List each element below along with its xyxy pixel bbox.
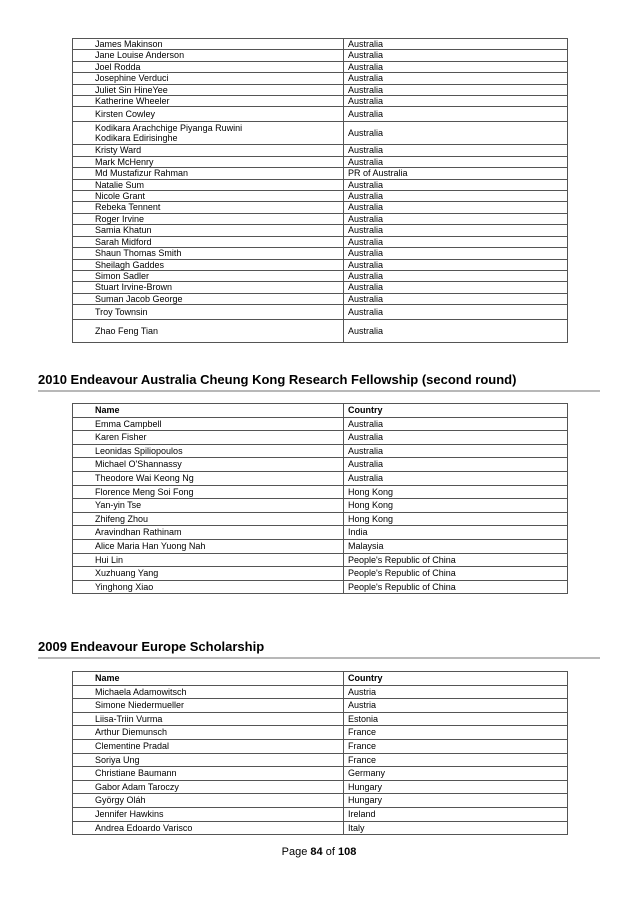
country-cell: People's Republic of China — [344, 567, 568, 581]
table-row — [73, 179, 568, 190]
name-cell: Kristy Ward — [73, 145, 344, 156]
name-cell: Jennifer Hawkins — [73, 807, 344, 821]
table-body — [73, 404, 568, 594]
name-cell: Xuzhuang Yang — [73, 567, 344, 581]
name-line-2: Kodikara Edirisinghe — [95, 133, 178, 144]
recipients-table-continued — [72, 38, 568, 343]
name-cell: Gabor Adam Taroczy — [73, 780, 344, 794]
country-cell: Australia — [344, 39, 568, 50]
name-cell: Yan-yin Tse — [73, 499, 344, 513]
name-cell: Yinghong Xiao — [73, 580, 344, 594]
table-row — [73, 122, 568, 145]
name-cell: Florence Meng Soi Fong — [73, 485, 344, 499]
name-column-header: Name — [73, 672, 344, 686]
page-total: 108 — [337, 846, 357, 858]
cheung-kong-table — [72, 403, 568, 594]
country-cell: Ireland — [344, 807, 568, 821]
page-number: 84 — [310, 846, 323, 858]
table-row — [73, 712, 568, 726]
name-cell: Juliet Sin HineYee — [73, 84, 344, 95]
table-row — [73, 84, 568, 95]
name-cell: Md Mustafizur Rahman — [73, 168, 344, 179]
country-cell: Australia — [344, 107, 568, 122]
country-cell: France — [344, 726, 568, 740]
name-cell: Aravindhan Rathinam — [73, 526, 344, 540]
name-cell: Rebeka Tennent — [73, 202, 344, 213]
name-cell — [73, 122, 344, 145]
table-row — [73, 580, 568, 594]
name-cell: Theodore Wai Keong Ng — [73, 471, 344, 485]
table-row — [73, 821, 568, 835]
table-row — [73, 96, 568, 107]
country-cell: People's Republic of China — [344, 580, 568, 594]
name-cell: Liisa-Triin Vurma — [73, 712, 344, 726]
table-row — [73, 539, 568, 553]
name-cell: Michael O'Shannassy — [73, 458, 344, 472]
name-cell: Emma Campbell — [73, 417, 344, 431]
table-row — [73, 485, 568, 499]
table-row — [73, 512, 568, 526]
table-body — [73, 672, 568, 835]
country-cell: Australia — [344, 213, 568, 224]
country-cell: Australia — [344, 320, 568, 343]
table-row — [73, 293, 568, 304]
table-row — [73, 39, 568, 50]
country-cell: Australia — [344, 458, 568, 472]
country-cell: Italy — [344, 821, 568, 835]
name-cell: Natalie Sum — [73, 179, 344, 190]
table-row — [73, 305, 568, 320]
name-cell: Katherine Wheeler — [73, 96, 344, 107]
table-row — [73, 458, 568, 472]
name-column-header: Name — [73, 404, 344, 418]
table-row — [73, 417, 568, 431]
country-cell: Hong Kong — [344, 499, 568, 513]
table-row — [73, 270, 568, 281]
page-label: Page — [281, 846, 308, 858]
table-row — [73, 431, 568, 445]
name-cell: Samia Khatun — [73, 225, 344, 236]
table-row — [73, 753, 568, 767]
name-cell: Troy Townsin — [73, 305, 344, 320]
country-cell: Germany — [344, 767, 568, 781]
table-row — [73, 567, 568, 581]
country-cell: Australia — [344, 282, 568, 293]
table-row — [73, 780, 568, 794]
name-cell: Hui Lin — [73, 553, 344, 567]
country-cell: Australia — [344, 225, 568, 236]
country-cell: France — [344, 753, 568, 767]
name-cell: Kirsten Cowley — [73, 107, 344, 122]
table-row — [73, 236, 568, 247]
country-cell: Malaysia — [344, 539, 568, 553]
name-cell: Karen Fisher — [73, 431, 344, 445]
name-cell: Shaun Thomas Smith — [73, 248, 344, 259]
country-cell: Hungary — [344, 780, 568, 794]
table-row — [73, 726, 568, 740]
country-cell: Australia — [344, 50, 568, 61]
name-line-1: Kodikara Arachchige Piyanga Ruwini — [95, 122, 243, 133]
table-row — [73, 202, 568, 213]
table-row — [73, 156, 568, 167]
name-cell: James Makinson — [73, 39, 344, 50]
table-row — [73, 767, 568, 781]
country-column-header: Country — [344, 672, 568, 686]
name-cell: Zhao Feng Tian — [73, 320, 344, 343]
country-cell: Australia — [344, 191, 568, 202]
country-cell: Australia — [344, 444, 568, 458]
name-cell: Sarah Midford — [73, 236, 344, 247]
table-row — [73, 50, 568, 61]
table-row — [73, 739, 568, 753]
europe-table — [72, 671, 568, 835]
country-cell: People's Republic of China — [344, 553, 568, 567]
country-cell: Australia — [344, 84, 568, 95]
name-cell: Zhifeng Zhou — [73, 512, 344, 526]
country-cell: Austria — [344, 685, 568, 699]
table-row — [73, 553, 568, 567]
table-row — [73, 499, 568, 513]
country-cell: PR of Australia — [344, 168, 568, 179]
table-row — [73, 73, 568, 84]
name-cell: Michaela Adamowitsch — [73, 685, 344, 699]
name-cell: Nicole Grant — [73, 191, 344, 202]
country-cell: Australia — [344, 305, 568, 320]
table-row — [73, 145, 568, 156]
country-cell: Hong Kong — [344, 485, 568, 499]
table-row — [73, 191, 568, 202]
country-column-header: Country — [344, 404, 568, 418]
country-cell: Australia — [344, 259, 568, 270]
country-cell: Australia — [344, 293, 568, 304]
table-row — [73, 213, 568, 224]
name-cell: Andrea Edoardo Varisco — [73, 821, 344, 835]
page-footer — [0, 846, 638, 858]
name-cell: Alice Maria Han Yuong Nah — [73, 539, 344, 553]
name-cell: Stuart Irvine-Brown — [73, 282, 344, 293]
name-cell: Suman Jacob George — [73, 293, 344, 304]
table-row — [73, 526, 568, 540]
table-row — [73, 259, 568, 270]
name-cell: Christiane Baumann — [73, 767, 344, 781]
name-cell: Leonidas Spiliopoulos — [73, 444, 344, 458]
country-cell: Australia — [344, 417, 568, 431]
table-row — [73, 168, 568, 179]
country-cell: Australia — [344, 471, 568, 485]
country-cell: India — [344, 526, 568, 540]
name-cell: Mark McHenry — [73, 156, 344, 167]
country-cell: Australia — [344, 431, 568, 445]
country-cell: Austria — [344, 699, 568, 713]
country-cell: Hong Kong — [344, 512, 568, 526]
country-cell: Estonia — [344, 712, 568, 726]
name-cell: Simone Niedermueller — [73, 699, 344, 713]
country-cell: Australia — [344, 236, 568, 247]
name-cell: Jane Louise Anderson — [73, 50, 344, 61]
country-cell: Australia — [344, 145, 568, 156]
country-cell: Australia — [344, 61, 568, 72]
country-cell: Australia — [344, 270, 568, 281]
name-cell: Soriya Ung — [73, 753, 344, 767]
country-cell: Australia — [344, 179, 568, 190]
table-row — [73, 61, 568, 72]
name-cell: Arthur Diemunsch — [73, 726, 344, 740]
country-cell: Australia — [344, 96, 568, 107]
name-cell: Josephine Verduci — [73, 73, 344, 84]
table-row — [73, 282, 568, 293]
table-header-row — [73, 404, 568, 418]
table-row — [73, 107, 568, 122]
section-heading-cheung-kong: 2010 Endeavour Australia Cheung Kong Research Fellowship (second round) — [38, 372, 600, 392]
country-cell: Hungary — [344, 794, 568, 808]
country-cell: Australia — [344, 248, 568, 259]
table-row — [73, 699, 568, 713]
of-label: of — [325, 846, 335, 858]
country-cell: Australia — [344, 122, 568, 145]
name-cell: Simon Sadler — [73, 270, 344, 281]
country-cell: Australia — [344, 202, 568, 213]
table-row — [73, 225, 568, 236]
country-cell: France — [344, 739, 568, 753]
name-cell: Clementine Pradal — [73, 739, 344, 753]
table-row — [73, 794, 568, 808]
country-cell: Australia — [344, 73, 568, 84]
name-cell: Sheilagh Gaddes — [73, 259, 344, 270]
table-row — [73, 685, 568, 699]
country-cell: Australia — [344, 156, 568, 167]
table-row — [73, 807, 568, 821]
table-body — [73, 39, 568, 343]
table-row — [73, 444, 568, 458]
table-row — [73, 320, 568, 343]
name-cell: György Oláh — [73, 794, 344, 808]
table-row — [73, 248, 568, 259]
name-cell: Roger Irvine — [73, 213, 344, 224]
name-cell: Joel Rodda — [73, 61, 344, 72]
section-heading-europe: 2009 Endeavour Europe Scholarship — [38, 639, 600, 659]
table-row — [73, 471, 568, 485]
table-header-row — [73, 672, 568, 686]
